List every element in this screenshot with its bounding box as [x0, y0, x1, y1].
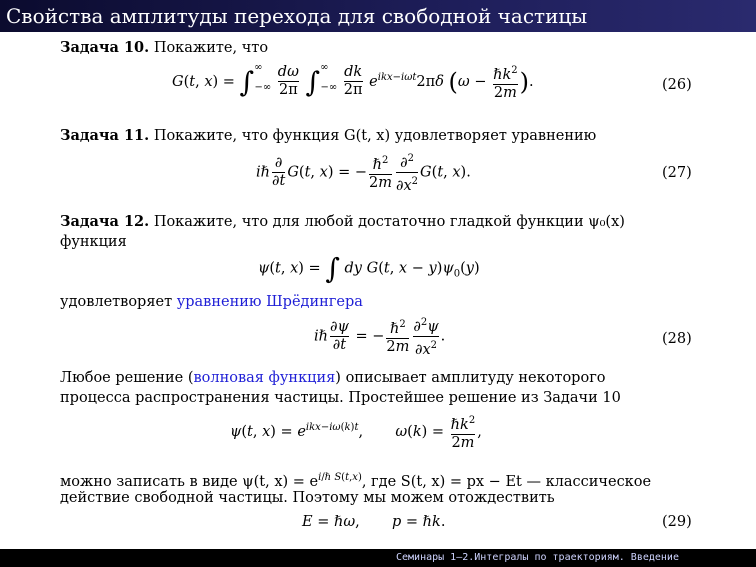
footer-bar [0, 549, 756, 567]
footer-text: Семинары 1–2.Интегралы по траекториям. Введение [396, 552, 679, 563]
equation-number-27: (27) [662, 165, 692, 181]
equation-psi-integral: ψ(t, x) = ∫ dy G(t, $x - y)\psi_0(y)$ [258, 252, 480, 285]
task-12-text-2: функция [60, 234, 127, 250]
body-line-3b: , где S(t, x) = px − Et — классическое [361, 473, 652, 490]
satisfies-line [60, 292, 363, 312]
task-12-text: Покажите, что для любой достаточно гладкой функции ψ₀(x) [153, 214, 625, 230]
slide-title: Свойства амплитуды перехода для свободной частицы [0, 0, 756, 32]
task-10-text: Покажите, что [153, 40, 269, 56]
any-suffix: ) описывает амплитуду некоторого [335, 370, 606, 386]
task-11-text: Покажите, что функция G(t, x) удовлетворяет уравнению [153, 128, 597, 144]
equation-29: E = ℏω, p = ℏk. [302, 514, 446, 530]
body-line-2: процесса распространения частицы. Простейшее решение из Задачи 10 [60, 390, 621, 406]
task-11-line [60, 126, 596, 146]
task-10-label: Задача 10. [60, 39, 150, 56]
equation-number-29: (29) [662, 514, 692, 530]
wavefunction-link[interactable]: волновая функция [193, 370, 336, 386]
satisfies-prefix: удовлетворяет [60, 294, 177, 310]
equation-27: iℏ $\frac{\partial}{\partial t}$ G(t, x) = − $\frac{\hbar^2}{2m}$ $\frac{\partial^2}{\partial x^2}$ G(t, x). [256, 153, 471, 194]
body-line-3a: можно записать в виде ψ(t, x) = e [60, 473, 319, 490]
any-prefix: Любое решение ( [60, 370, 194, 386]
schrodinger-link[interactable]: уравнению Шрёдингера [176, 294, 363, 310]
task-11-label: Задача 11. [60, 127, 150, 144]
equation-26: G(t, $x) = \int^\infty_{-\infty}$ $\frac{d\omega}{2\pi}$ $\int^\infty_{-\infty}$ $\frac{dk}{2\pi}$ $e^{ikx-i\omega t}2\pi\delta$ (ω − $\frac{\hbar k^2}{2m}$ ). [172, 62, 534, 101]
equation-simplest-solution: ψ(t, $x) = e^{ikx-i\omega(k)t}$, ω(k) = $\frac{\hbar k^2}{2m}$ , [230, 415, 482, 451]
task-12-line [60, 212, 625, 232]
equation-number-28: (28) [662, 331, 692, 347]
body-line-4: действие свободной частицы. Поэтому мы можем отождествить [60, 490, 555, 506]
any-solution-line [60, 368, 606, 388]
task-12-label: Задача 12. [60, 213, 150, 230]
equation-28: iℏ $\frac{\partial\psi}{\partial t}$ = − $\frac{\hbar^2}{2m}$ $\frac{\partial^2\psi}{\partial x^2}$ . [314, 317, 446, 358]
body-line-3: можно записать в виде ψ(t, $x) = e^{i/\hbar S(t,x)}$, где S(t, x) = px − Et — классическое [60, 472, 652, 490]
task-10-line [60, 38, 268, 58]
equation-number-26: (26) [662, 77, 692, 93]
